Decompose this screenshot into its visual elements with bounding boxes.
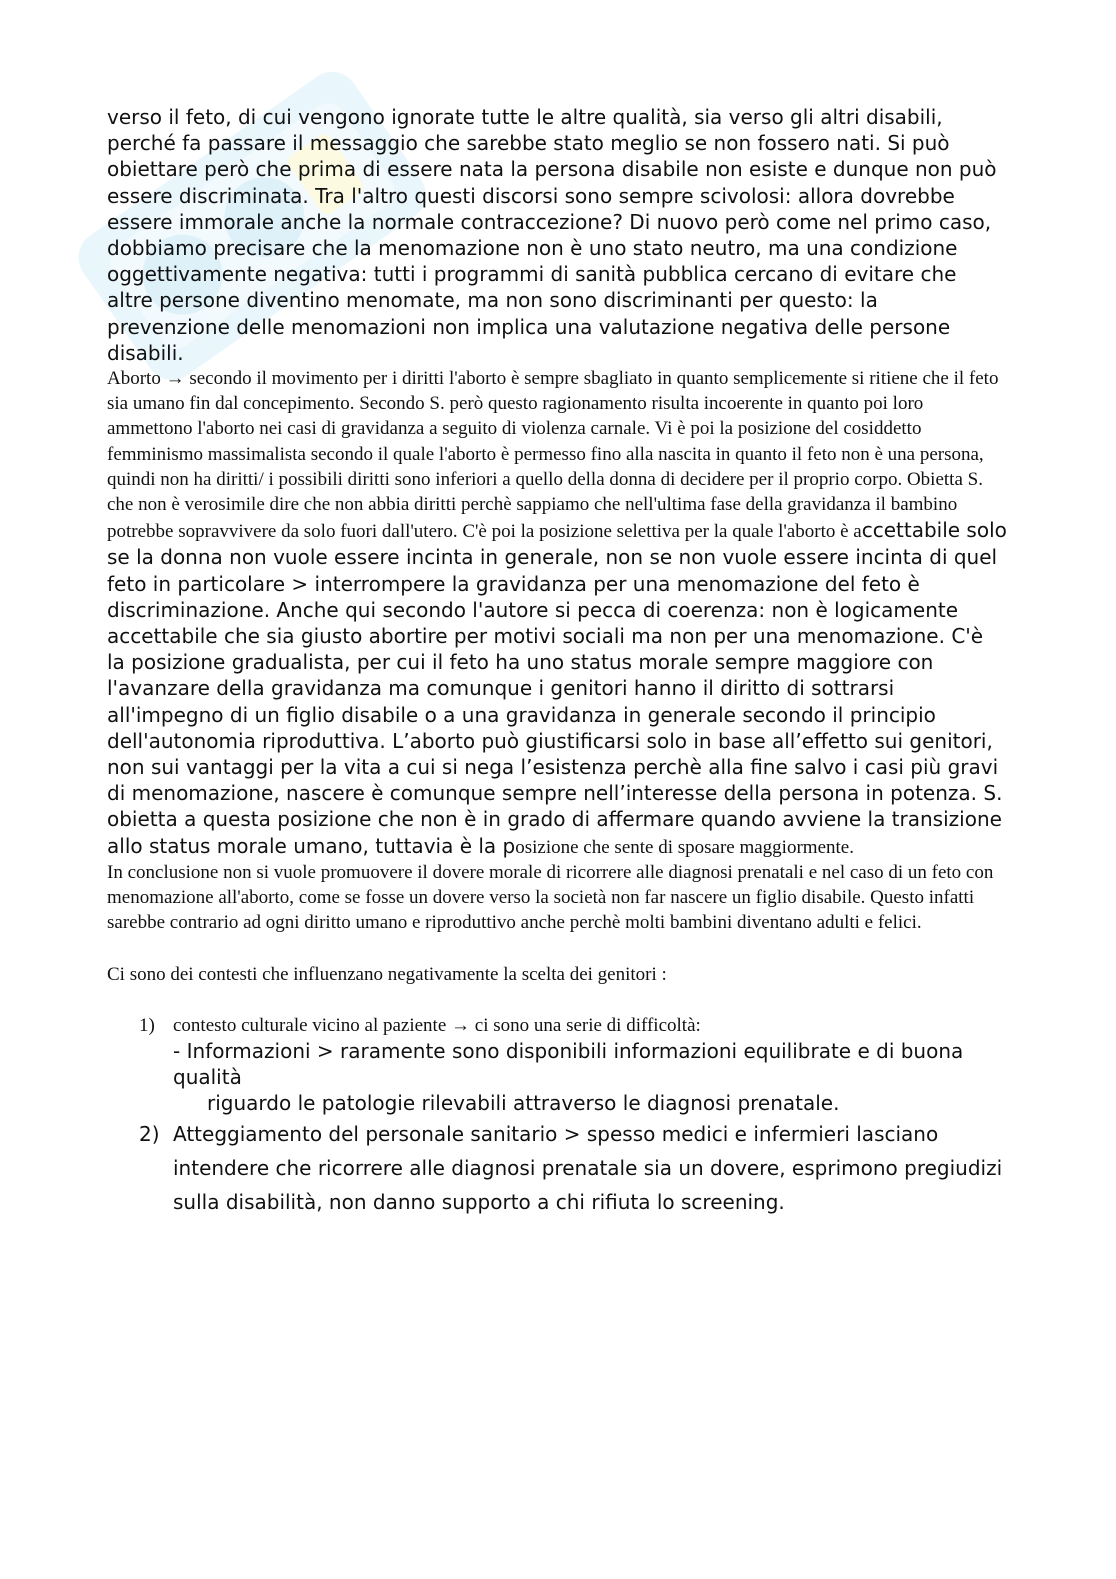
paragraph-1: verso il feto, di cui vengono ignorate tutte le altre qualità, sia verso gli altri disabili, perché fa passare il messaggio che sarebbe stato meglio se non fossero nati. Si può obiettare però che prima di essere nata la persona disabile non esiste e dunque non può essere discriminata. Tra l'altro questi discorsi sono sempre scivolosi: allora dovrebbe essere immorale anche la normale contraccezione? Di nuovo però come nel primo caso, dobbiamo precisare che la menomazione non è uno stato neutro, ma una condizione oggettivamente negativa: tutti i programmi di sanità pubblica cercano di evitare che altre persone diventino menomate, ma non sono discriminanti per questo: la prevenzione delle menomazioni non implica una valutazione negativa delle persone disabili. (107, 105, 997, 365)
list-number-1: 1) (139, 1014, 155, 1036)
list-item-1-sub-2: riguardo le patologie rilevabili attraverso le diagnosi prenatale. (207, 1091, 840, 1116)
paragraph-2 (107, 366, 1007, 860)
list-item-1-title: contesto culturale vicino al paziente → ci sono una serie di difficoltà: (173, 1014, 701, 1036)
list-item-2 (107, 1117, 1007, 1219)
list-item-2-title: Atteggiamento del personale sanitario > spesso medici e infermieri lasciano intendere che ricorrere alle diagnosi prenatale sia un dovere, esprimono pregiudizi sulla disabilità, non danno supporto a chi rifiuta lo screening. (173, 1121, 1003, 1214)
list-item-1-sub-1: - Informazioni > raramente sono disponibili informazioni equilibrate e di buona qualità (173, 1038, 964, 1090)
list-number-2: 2) (139, 1121, 160, 1146)
paragraph-2-tail: osizione che sente di sposare maggiormente. (515, 836, 854, 858)
list-item-1 (107, 1013, 1007, 1038)
paragraph-2-sans: ccettabile solo se la donna non vuole essere incinta in generale, non se non vuole essere incinta di quel feto in particolare > interrompere la gravidanza per una menomazione del feto è discriminazione. Anche qui secondo l'autore si pecca di coerenza: non è logicamente accettabile che sia giusto abortire per motivi sociali ma non per una menomazione. C'è la posizione gradualista, per cui il feto ha uno status morale sempre maggiore con l'avanzare della gravidanza ma comunque i genitori hanno il diritto di sottrarsi all'impegno di un figlio disabile o a una gravidanza in generale secondo il principio dell'autonomia riproduttiva. L’aborto può giustificarsi solo in base all’effetto sui genitori, non sui vantaggi per la vita a cui si nega l’esistenza perchè alla fine salvo i casi più gravi di menomazione, nascere è comunque sempre nell’interesse della persona in potenza. S. obietta a questa posizione che non è in grado di affermare quando avviene la transizione allo status morale umano, tuttavia è la p (107, 518, 1007, 858)
paragraph-3: In conclusione non si vuole promuovere il dovere morale di ricorrere alle diagnosi prenatali e nel caso di un feto con menomazione all'aborto, come se fosse un dovere verso la società non far nascere un figlio disabile. Questo infatti sarebbe contrario ad ogni diritto umano e riproduttivo anche perchè molti bambini diventano adulti e felici. (107, 861, 994, 934)
paragraph-2-serif: Aborto → secondo il movimento per i diritti l'aborto è sempre sbagliato in quanto semplicemente si ritiene che il feto sia umano fin dal concepimento. Secondo S. però questo ragionamento risulta incoerente in quanto poi loro ammettono l'aborto nei casi di gravidanza a seguito di violenza carnale. Vi è poi la posizione del cosiddetto femminismo massimalista secondo il quale l'aborto è permesso fino alla nascita in quanto il feto non è una persona, quindi non ha diritti/ i possibili diritti sono inferiori a quello della donna di decidere per il proprio corpo. Obietta S. che non è verosimile dire che non abbia diritti perchè sappiamo che nell'ultima fase della gravidanza il bambino potrebbe sopravvivere da solo fuori dall'utero. C'è poi la posizione selettiva per la quale l'aborto è a (107, 368, 999, 543)
document-page (107, 104, 1007, 1219)
paragraph-4: Ci sono dei contesti che influenzano negativamente la scelta dei genitori : (107, 963, 667, 985)
